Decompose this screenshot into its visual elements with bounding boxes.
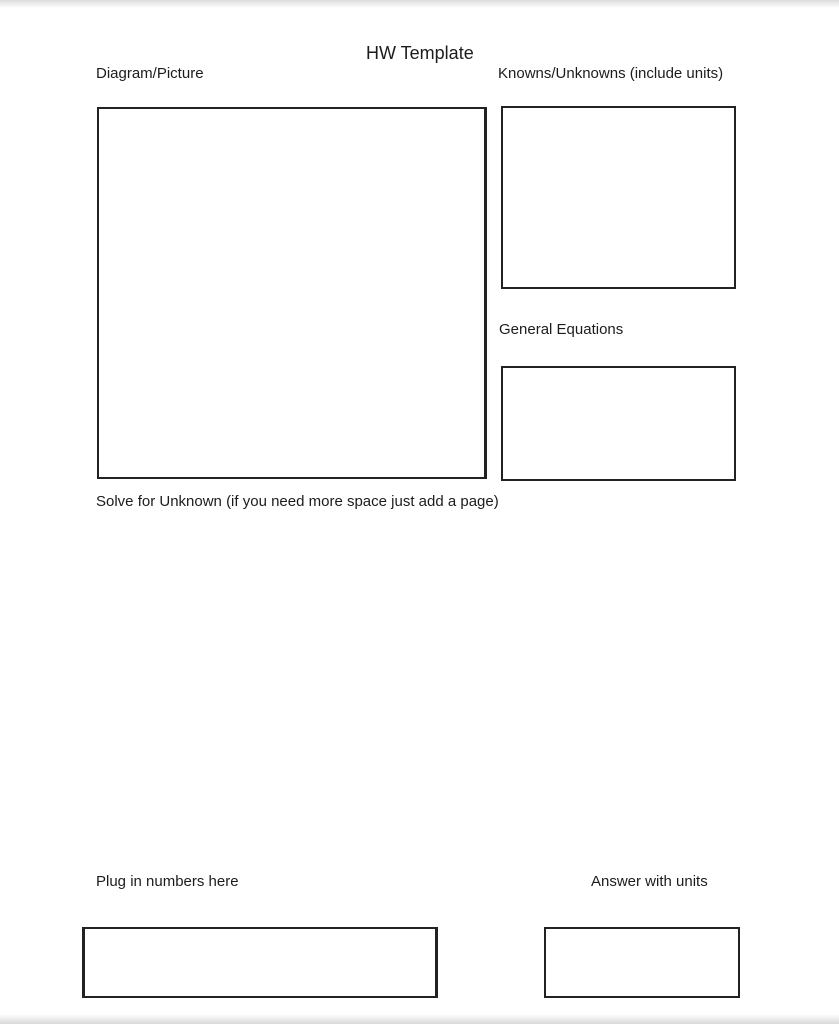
diagram-box[interactable] [97, 107, 487, 479]
page-title: HW Template [366, 43, 474, 63]
solve-label: Solve for Unknown (if you need more space just add a page) [96, 493, 499, 510]
solve-area[interactable] [96, 520, 736, 860]
equations-label: General Equations [499, 321, 624, 338]
knowns-label: Knowns/Unknowns (include units) [498, 65, 724, 82]
page-top-edge [0, 0, 839, 8]
plug-box[interactable] [82, 927, 438, 998]
page-bottom-edge [0, 1014, 839, 1024]
equations-box[interactable] [501, 366, 736, 481]
answer-box[interactable] [544, 927, 740, 998]
knowns-box[interactable] [501, 106, 736, 289]
diagram-label: Diagram/Picture [96, 65, 204, 82]
answer-label: Answer with units [591, 873, 708, 890]
plug-label: Plug in numbers here [96, 873, 239, 890]
